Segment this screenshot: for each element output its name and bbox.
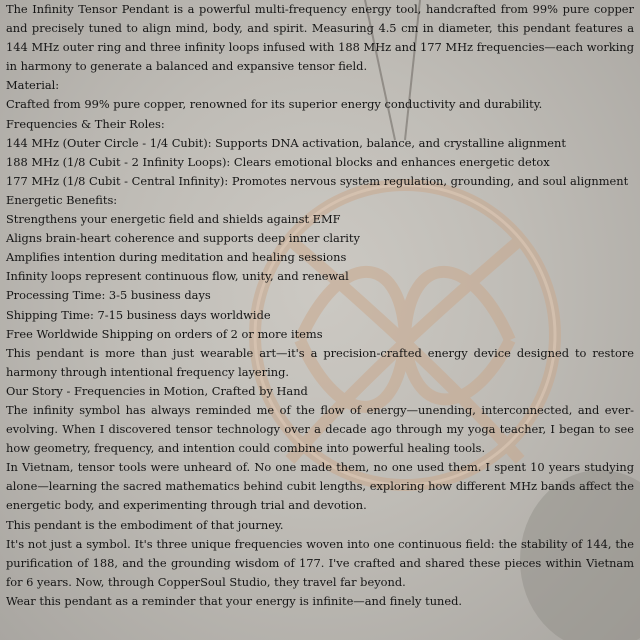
benefit-item: Infinity loops represent continuous flow, unity, and renewal — [6, 269, 349, 284]
story-paragraph-4: It's not just a symbol. It's three unique frequencies woven into one continuous field: the stability of 144, the purification of 188, and the grounding wisdom of 177. I've crafted and shared these pieces within Vietnam for 6 years. Now, through CopperSoul Studio, they travel far beyond. — [6, 536, 634, 589]
frequency-item: 144 MHz (Outer Circle - 1/4 Cubit): Supports DNA activation, balance, and crystalline alignment — [6, 135, 566, 150]
free-shipping-note: Free Worldwide Shipping on orders of 2 or more items — [6, 326, 323, 341]
benefit-item: Aligns brain-heart coherence and supports deep inner clarity — [6, 231, 360, 246]
material-heading: Material: — [6, 78, 60, 93]
story-paragraph-3: This pendant is the embodiment of that journey. — [6, 517, 284, 532]
closing-line: Wear this pendant as a reminder that your energy is infinite—and finely tuned. — [6, 593, 463, 608]
material-text: Crafted from 99% pure copper, renowned for its superior energy conductivity and durability. — [6, 97, 543, 112]
shipping-time: Shipping Time: 7-15 business days worldwide — [6, 307, 271, 322]
benefit-item: Strengthens your energetic field and shields against EMF — [6, 212, 341, 227]
story-heading: Our Story - Frequencies in Motion, Crafted by Hand — [6, 383, 308, 398]
frequencies-heading: Frequencies & Their Roles: — [6, 116, 165, 131]
story-paragraph-2: In Vietnam, tensor tools were unheard of. No one made them, no one used them. I spent 10 years studying alone—learning the sacred mathematics behind cubit lengths, exploring how different MHz bands affect the energetic body, and experimenting through trial and devotion. — [6, 460, 634, 513]
pendant-summary: This pendant is more than just wearable art—it's a precision-crafted energy device designed to restore harmony through intentional frequency layering. — [6, 345, 634, 379]
frequency-item: 188 MHz (1/8 Cubit - 2 Infinity Loops): Clears emotional blocks and enhances energetic detox — [6, 154, 550, 169]
frequency-item: 177 MHz (1/8 Cubit - Central Infinity): Promotes nervous system regulation, grounding, and soul alignment — [6, 173, 629, 188]
benefits-heading: Energetic Benefits: — [6, 192, 118, 207]
story-paragraph-1: The infinity symbol has always reminded me of the flow of energy—unending, interconnected, and ever-evolving. When I discovered tensor technology over a decade ago through my yoga teacher, I began to see how geometry, frequency, and intention could combine into powerful healing tools. — [6, 402, 634, 456]
intro-paragraph: The Infinity Tensor Pendant is a powerful multi-frequency energy tool, handcrafted from 99% pure copper and precisely tuned to align mind, body, and spirit. Measuring 4.5 cm in diameter, this pendant features a 144 MHz outer ring and three infinity loops infused with 188 MHz and 177 MHz frequencies—each working in harmony to generate a balanced and expansive tensor field. — [6, 2, 634, 74]
processing-time: Processing Time: 3-5 business days — [6, 288, 211, 303]
benefit-item: Amplifies intention during meditation and healing sessions — [6, 250, 347, 265]
product-description — [6, 0, 634, 611]
